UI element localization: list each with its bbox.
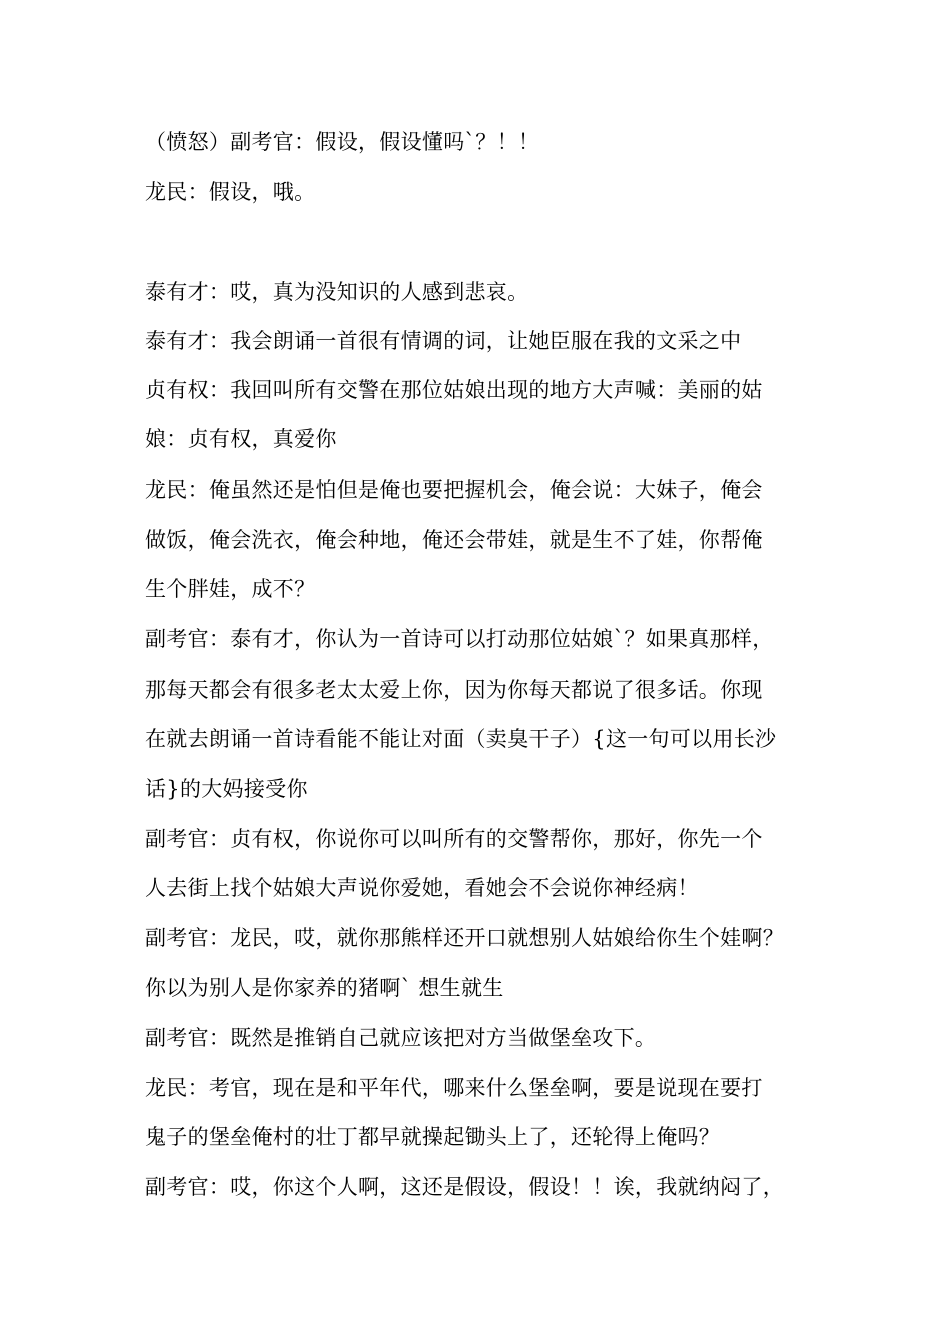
text-line: 副考官：既然是推销自己就应该把对方当做堡垒攻下。 [145,1026,657,1050]
text-line: 泰有才：我会朗诵一首很有情调的词，让她臣服在我的文采之中 [145,329,742,353]
text-line: 你以为别人是你家养的猪啊` 想生就生 [145,976,504,1000]
text-line: 副考官：龙民，哎，就你那熊样还开口就想别人姑娘给你生个娃啊？ [145,926,784,950]
text-line: 龙民：假设，哦。 [145,180,316,204]
text-line: 娘：贞有权，真爱你 [145,427,337,451]
text-line: 话}的大妈接受你 [145,777,308,801]
text-line: （愤怒）副考官：假设，假设懂吗`？！！ [145,130,540,154]
text-line: 泰有才：哎，真为没知识的人感到悲哀。 [145,280,529,304]
text-line: 做饭，俺会洗衣，俺会种地，俺还会带娃，就是生不了娃，你帮俺 [145,528,763,552]
text-line: 人去街上找个姑娘大声说你爱她，看她会不会说你神经病！ [145,876,699,900]
text-line: 鬼子的堡垒俺村的壮丁都早就操起锄头上了，还轮得上俺吗？ [145,1125,721,1149]
text-line: 贞有权：我回叫所有交警在那位姑娘出现的地方大声喊：美丽的姑 [145,378,763,402]
text-line: 副考官：泰有才，你认为一首诗可以打动那位姑娘`？如果真那样， [145,627,774,651]
text-line: 龙民：俺虽然还是怕但是俺也要把握机会，俺会说：大妹子，俺会 [145,478,763,502]
text-line: 生个胖娃，成不？ [145,577,316,601]
text-line: 副考官：哎，你这个人啊，这还是假设，假设！！诶，我就纳闷了， [145,1175,784,1199]
text-line: 副考官：贞有权，你说你可以叫所有的交警帮你，那好，你先一个 [145,827,763,851]
text-line: 那每天都会有很多老太太爱上你，因为你每天都说了很多话。你现 [145,678,763,702]
text-line: 龙民：考官，现在是和平年代，哪来什么堡垒啊，要是说现在要打 [145,1076,763,1100]
text-line: 在就去朗诵一首诗看能不能让对面（卖臭干子）{这一句可以用长沙 [145,727,777,751]
